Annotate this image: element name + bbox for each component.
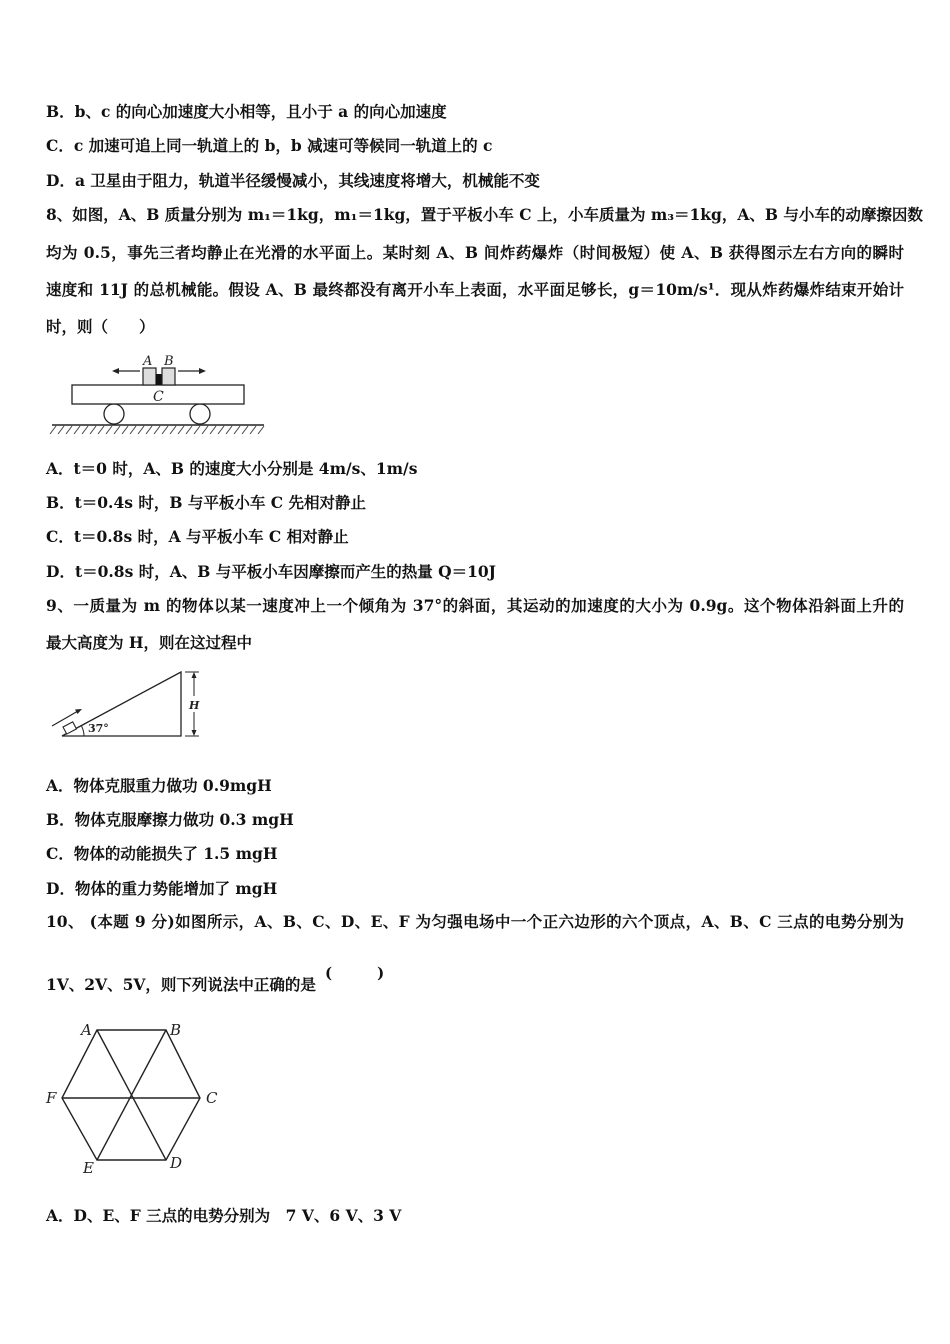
q8-block-a [143,368,156,385]
q8-label-a: A [143,354,153,369]
q7-option-b: B．b、c 的向心加速度大小相等，且小于 a 的向心加速度 [46,102,447,121]
q10-stem-line-1: 10、 (本题 9 分)如图所示，A、B、C、D、E、F 为匀强电场中一个正六边形的六个顶点，A、B、C 三点的电势分别为 [46,912,904,931]
q8-stem-line-3: 速度和 11J 的总机械能。假设 A、B 最终都没有离开小车上表面，水平面足够长，g＝10m/s¹．现从炸药爆炸结束开始计 [46,280,904,299]
q9-angle-label: 37° [88,722,109,735]
q9-option-a: A．物体克服重力做功 0.9mgH [46,776,272,795]
q8-wheel-left [104,404,124,424]
q8-arrow-left [112,368,140,374]
q9-velocity-arrow [52,709,82,726]
q9-option-c: C．物体的动能损失了 1.5 mgH [46,844,278,863]
q10-answer-paren: ( ) [325,964,385,982]
q8-block-b [162,368,175,385]
q8-cart-diagram [46,345,270,437]
q7-option-d: D．a 卫星由于阻力，轨道半径缓慢减小，其线速度将增大，机械能不变 [46,171,540,190]
q8-option-d: D．t＝0.8s 时，A、B 与平板小车因摩擦而产生的热量 Q＝10J [46,562,497,581]
q10-label-f: F [46,1089,57,1107]
q8-stem-line-4: 时，则（ ） [46,317,155,336]
q8-wheel-right [190,404,210,424]
q10-label-d: D [170,1154,183,1172]
q8-option-b: B．t＝0.4s 时，B 与平板小车 C 先相对静止 [46,493,366,512]
q8-option-c: C．t＝0.8s 时，A 与平板小车 C 相对静止 [46,527,349,546]
q8-label-b: B [164,354,174,369]
q9-option-b: B．物体克服摩擦力做功 0.3 mgH [46,810,294,829]
q8-label-c: C [153,389,164,405]
q9-incline [62,672,181,736]
q10-label-b: B [170,1021,182,1039]
q8-explosive [156,374,162,385]
q9-option-d: D．物体的重力势能增加了 mgH [46,879,278,898]
q10-option-a: A．D、E、F 三点的电势分别为 7 V、6 V、3 V [46,1206,402,1225]
q10-stem-line-2: 1V、2V、5V，则下列说法中正确的是 [46,975,316,994]
q9-stem-line-1: 9、一质量为 m 的物体以某一速度冲上一个倾角为 37°的斜面，其运动的加速度的大小为 0.9g。这个物体沿斜面上升的 [46,596,904,615]
q10-label-c: C [206,1089,218,1107]
q10-hexagon-diagram [44,1018,234,1178]
q9-stem-line-2: 最大高度为 H，则在这过程中 [46,633,253,652]
q8-stem-line-2: 均为 0.5，事先三者均静止在光滑的水平面上。某时刻 A、B 间炸药爆炸（时间极短）使 A、B 获得图示左右方向的瞬时 [46,243,904,262]
q8-stem-line-1: 8、如图，A、B 质量分别为 m₁＝1kg，m₁＝1kg，置于平板小车 C 上，小车质量为 m₃＝1kg，A、B 与小车的动摩擦因数 [46,205,923,224]
q9-incline-diagram [48,666,208,744]
q8-arrow-right [178,368,206,374]
q10-label-a: A [81,1021,92,1039]
q10-label-e: E [83,1159,94,1177]
q9-block [63,722,76,734]
q8-option-a: A．t＝0 时，A、B 的速度大小分别是 4m/s、1m/s [46,459,418,478]
q9-height-label: H [189,699,200,712]
q7-option-c: C．c 加速可追上同一轨道上的 b，b 减速可等候同一轨道上的 c [46,136,493,155]
